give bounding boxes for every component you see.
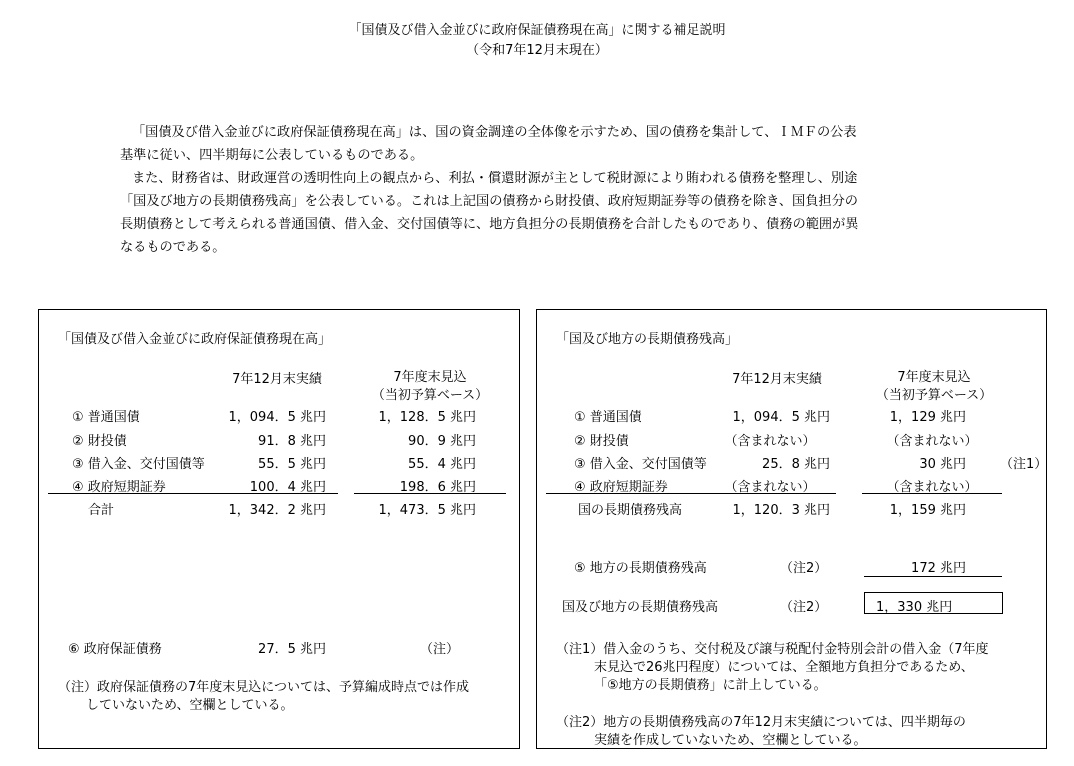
left-sum-rule-2 (354, 493, 506, 494)
left-guarantee-actual: 27．5 兆円 (258, 642, 326, 657)
right-local-actual: （注2） (780, 561, 828, 576)
right-row-actual: 1，094．5 兆円 (732, 410, 830, 425)
right-note1-line-3: 「⑤地方の長期債務」に計上している。 (594, 678, 827, 693)
left-row-label: ② 財投債 (72, 434, 127, 449)
right-local-forecast: 172 兆円 (911, 561, 966, 576)
right-local-label: ⑤ 地方の長期債務残高 (574, 561, 707, 576)
page-title: 「国債及び借入金並びに政府保証債務現在高」に関する補足説明 (348, 23, 726, 38)
right-row-forecast: （含まれない） (886, 480, 978, 495)
right-col1-header: 7年12月末実績 (732, 372, 822, 387)
right-col2-header-1: 7年度末見込 (897, 370, 971, 385)
right-sum-rule (546, 493, 836, 494)
right-row-forecast: 1，129 兆円 (889, 410, 966, 425)
right-note1-line-1: （注1）借入金のうち、交付税及び譲与税配付金特別会計の借入金（7年度 (556, 642, 989, 657)
left-col1-header: 7年12月末実績 (232, 372, 322, 387)
right-grand-actual: （注2） (780, 600, 828, 615)
right-row-forecast: 30 兆円 (919, 457, 966, 472)
left-sum-rule (48, 493, 338, 494)
intro-line-5: 長期債務として考えられる普通国債、借入金、交付国債等に、地方負担分の長期債務を合計したものであり、債務の範囲が異 (120, 217, 859, 232)
intro-line-2: 基準に従い、四半期毎に公表しているものである。 (120, 148, 424, 163)
right-grand-forecast: 1，330 兆円 (876, 600, 953, 615)
left-total-label: 合計 (88, 503, 115, 518)
left-note-line-1: （注）政府保証債務の7年度末見込については、予算編成時点では作成 (58, 680, 470, 695)
right-sum-rule-2 (862, 493, 1002, 494)
left-row-forecast: 55．4 兆円 (408, 457, 476, 472)
right-row-actual: （含まれない） (724, 480, 816, 495)
right-note2-line-2: 実績を作成していないため、空欄としている。 (594, 733, 867, 748)
right-note1-line-2: 末見込で26兆円程度）については、全額地方負担分であるため、 (594, 660, 974, 675)
left-heading: 「国債及び借入金並びに政府保証債務現在高」 (58, 332, 332, 347)
left-row-forecast: 1，128．5 兆円 (378, 410, 476, 425)
right-col2-header-2: （当初予算ベース） (875, 388, 993, 403)
left-row-actual: 55．5 兆円 (258, 457, 326, 472)
left-row-label: ① 普通国債 (72, 410, 140, 425)
left-row-actual: 100．4 兆円 (249, 480, 326, 495)
left-total-forecast: 1，473．5 兆円 (378, 503, 476, 518)
right-row-label: ③ 借入金、交付国債等 (574, 457, 707, 472)
right-heading: 「国及び地方の長期債務残高」 (556, 332, 739, 347)
right-local-rule (864, 576, 1002, 577)
intro-line-6: なるものである。 (120, 240, 226, 255)
right-row-label: ④ 政府短期証券 (574, 480, 668, 495)
left-row-forecast: 198．6 兆円 (399, 480, 476, 495)
right-grand-label: 国及び地方の長期債務残高 (562, 600, 719, 615)
left-row-actual: 1，094．5 兆円 (228, 410, 326, 425)
left-row-actual: 91．8 兆円 (258, 434, 326, 449)
left-row-label: ④ 政府短期証券 (72, 480, 166, 495)
right-row-note: （注1） (1000, 457, 1048, 472)
left-row-forecast: 90．9 兆円 (408, 434, 476, 449)
right-row-label: ② 財投債 (574, 434, 629, 449)
right-row-label: ① 普通国債 (574, 410, 642, 425)
intro-line-3: また、財務省は、財政運営の透明性向上の観点から、利払・償還財源が主として税財源により賄われる債務を整理し、別途 (132, 171, 858, 186)
left-guarantee-note: （注） (420, 642, 460, 657)
right-row-actual: （含まれない） (724, 434, 816, 449)
intro-line-1: 「国債及び借入金並びに政府保証債務現在高」は、国の資金調達の全体像を示すため、国の債務を集計して、ＩＭＦの公表 (132, 125, 857, 140)
right-note2-line-1: （注2）地方の長期債務残高の7年12月末実績については、四半期毎の (556, 715, 966, 730)
left-row-label: ③ 借入金、交付国債等 (72, 457, 205, 472)
right-national-total-actual: 1，120．3 兆円 (732, 503, 830, 518)
right-row-actual: 25．8 兆円 (762, 457, 830, 472)
left-guarantee-label: ⑥ 政府保証債務 (68, 642, 162, 657)
right-national-total-label: 国の長期債務残高 (578, 503, 683, 518)
left-col2-header-2: （当初予算ベース） (371, 388, 489, 403)
page-subtitle: （令和7年12月末現在） (466, 43, 608, 58)
left-total-actual: 1，342．2 兆円 (228, 503, 326, 518)
right-row-forecast: （含まれない） (886, 434, 978, 449)
left-note-line-2: していないため、空欄としている。 (86, 698, 294, 713)
intro-line-4: 「国及び地方の長期債務残高」を公表している。これは上記国の債務から財投債、政府短期証券等の債務を除き、国負担分の (120, 194, 858, 209)
right-national-total-forecast: 1，159 兆円 (889, 503, 966, 518)
left-col2-header-1: 7年度末見込 (393, 370, 467, 385)
